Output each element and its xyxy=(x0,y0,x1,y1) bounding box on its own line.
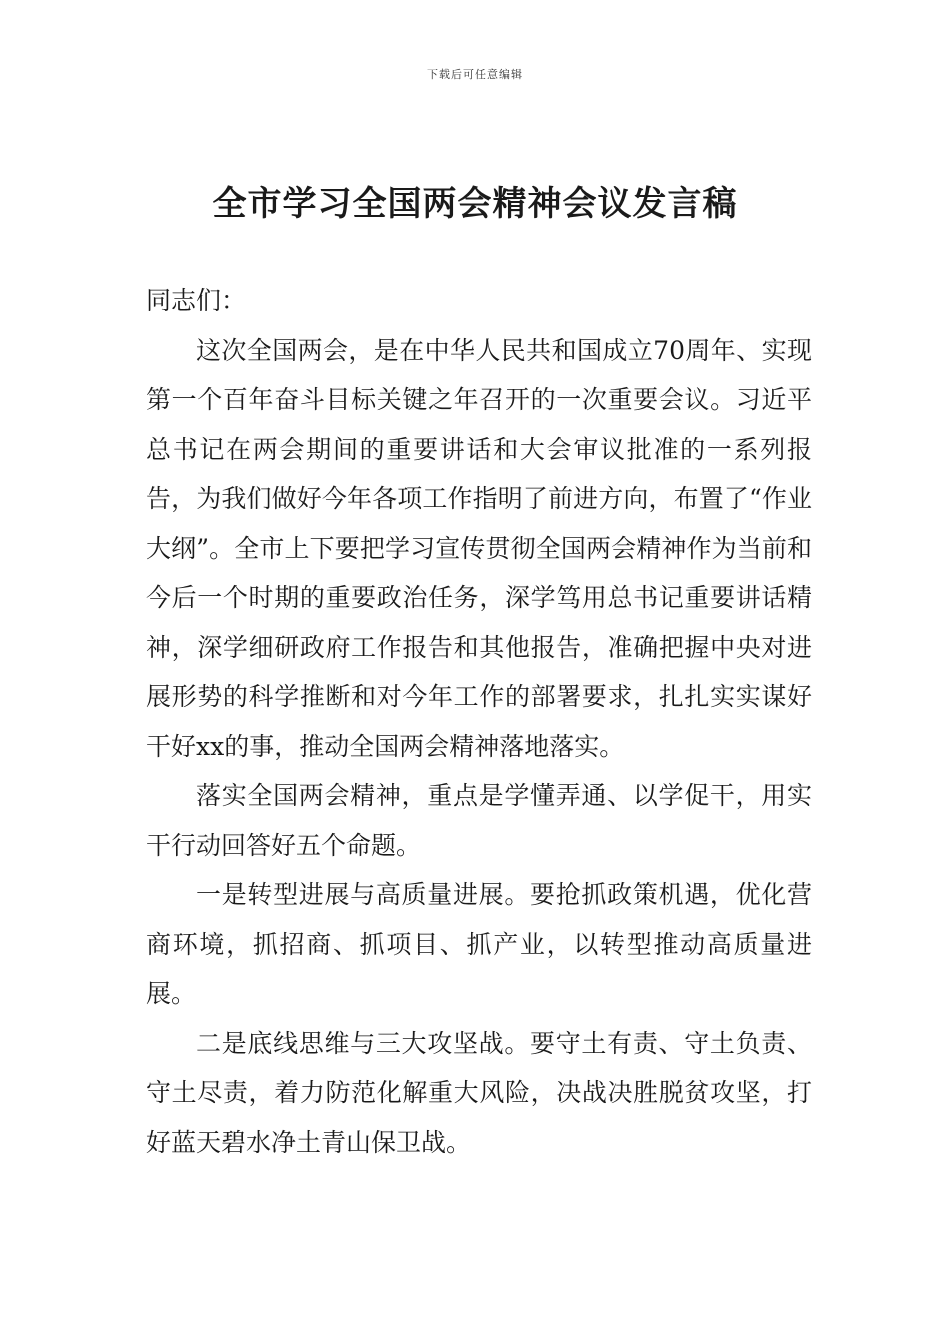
document-title: 全市学习全国两会精神会议发言稿 xyxy=(212,184,738,224)
document-body xyxy=(146,276,812,1167)
paragraph-point-one: 一是转型进展与高质量进展。要抢抓政策机遇，优化营商环境，抓招商、抓项目、抓产业，以转型推动高质量进展。 xyxy=(146,880,812,1008)
paragraph-key-points: 落实全国两会精神，重点是学懂弄通、以学促干，用实干行动回答好五个命题。 xyxy=(146,781,812,860)
paragraph-intro: 这次全国两会，是在中华人民共和国成立70周年、实现第一个百年奋斗目标关键之年召开的一次重要会议。习近平总书记在两会期间的重要讲话和大会审议批准的一系列报告，为我们做好今年各项工作指明了前进方向，布置了“作业大纲”。全市上下要把学习宣传贯彻全国两会精神作为当前和今后一个时期的重要政治任务，深学笃用总书记重要讲话精神，深学细研政府工作报告和其他报告，准确把握中央对进展形势的科学推断和对今年工作的部署要求，扎扎实实谋好干好xx的事，推动全国两会精神落地落实。 xyxy=(146,335,812,761)
salutation: 同志们： xyxy=(146,286,247,315)
paragraph-point-two: 二是底线思维与三大攻坚战。要守土有责、守土负责、守土尽责，着力防范化解重大风险，决战决胜脱贫攻坚，打好蓝天碧水净土青山保卫战。 xyxy=(146,1028,812,1157)
header-note: 下载后可任意编辑 xyxy=(427,68,523,81)
